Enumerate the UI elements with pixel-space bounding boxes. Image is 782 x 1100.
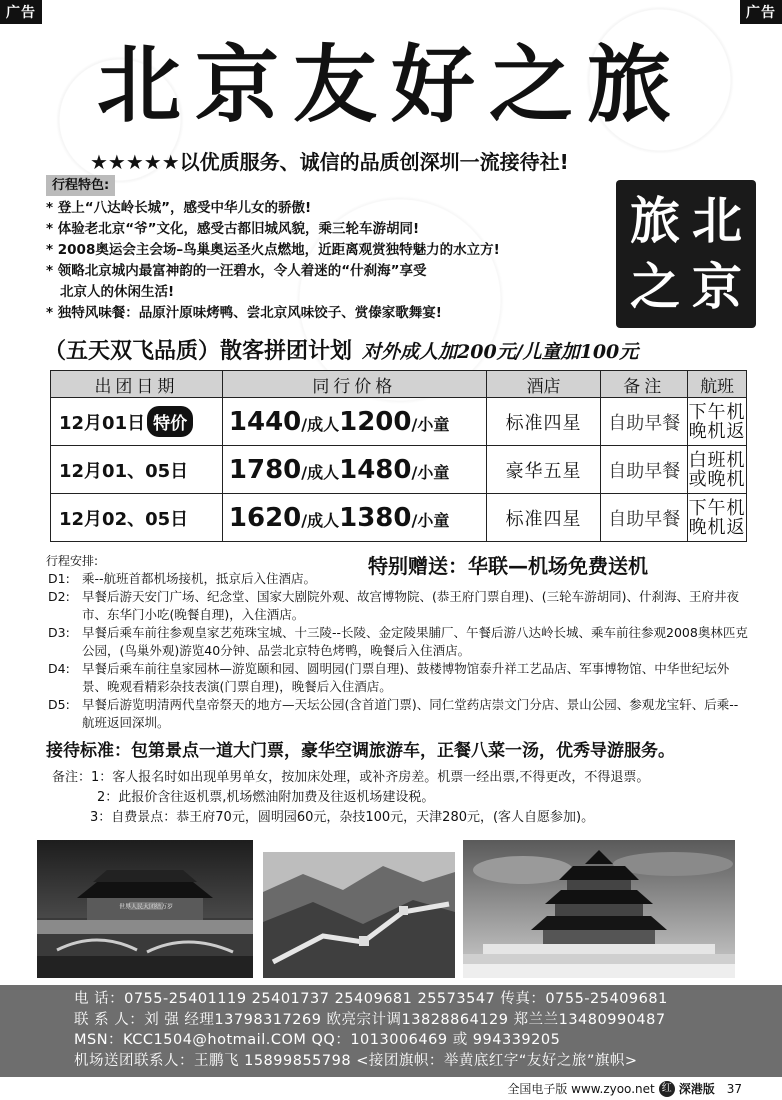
flight-cell: [688, 494, 747, 542]
departure-date: 12月01日: [59, 413, 146, 434]
flight-line: 白班机: [688, 449, 746, 471]
itinerary-day: [48, 624, 748, 660]
column-header: 备注: [601, 371, 688, 398]
day-text: 早餐后乘车前往参观皇家艺苑珠宝城、十三陵--长陵、金定陵果脯厂、午餐后游八达岭长城、乘车前往参观2008奥林匹克公园，(鸟巢外观)游览40分钟、品尝北京特色烤鸭，晚餐后入住酒店。: [82, 625, 748, 658]
day-text: 早餐后乘车前往皇家园林—游览颐和园、圆明园(门票自理)、鼓楼博物馆泰升祥工艺品店、军事博物馆、中华世纪坛外景、晚观看精彩杂技表演(门票自理)，晚餐后入住酒店。: [82, 661, 730, 694]
feature-item: 北京人的休闲生活!: [60, 284, 175, 300]
day-text: 早餐后游览明清两代皇帝祭天的地方—天坛公园(含首道门票)、同仁堂药店崇文门分店、景山公园、参观龙宝轩、后乘--航班返回深圳。: [82, 697, 739, 730]
edition-label: 深港版: [678, 1082, 715, 1096]
feature-item: * 体验老北京“爷”文化，感受古都旧城风貌，乘三轮车游胡同!: [46, 221, 420, 237]
slogan: ★★★★★以优质服务、诚信的品质创深圳一流接待社!: [90, 150, 569, 174]
price-table: [50, 370, 747, 542]
tiananmen-sign: 世界人民大团结万岁: [118, 903, 174, 911]
child-unit: /小童: [411, 414, 450, 434]
child-price: 1380: [339, 502, 412, 533]
schedule-label: 行程安排:: [46, 554, 99, 568]
flight-cell: [688, 446, 747, 494]
column-header: 出团日期: [51, 371, 223, 398]
flight-line: 晚机返: [688, 516, 746, 538]
departure-date-cell: [51, 398, 223, 446]
itinerary: [48, 570, 748, 732]
price-cell: [222, 398, 486, 446]
departure-date: 12月02、05日: [59, 508, 189, 530]
adult-price: 1780: [228, 454, 302, 485]
flight-line: 下午机: [688, 401, 746, 423]
contact-footer: [0, 985, 782, 1077]
flight-line: 晚机返: [688, 420, 746, 442]
adult-price: 1440: [228, 406, 302, 437]
departure-date: 12月01、05日: [59, 460, 189, 482]
seal-char: 京: [692, 257, 742, 316]
child-unit: /小童: [411, 462, 450, 482]
features-section: [46, 175, 626, 324]
service-standard: 接待标准：包第景点一道大门票，豪华空调旅游车，正餐八菜一汤，优秀导游服务。: [46, 741, 675, 761]
seal-char: 北: [692, 191, 742, 250]
hotel-cell: 豪华五星: [486, 446, 601, 494]
price-cell: [222, 446, 486, 494]
child-price: 1200: [339, 406, 412, 437]
great-wall-photo: [263, 852, 455, 978]
special-gift: 特别赠送：华联—机场免费送机: [368, 554, 648, 578]
seal-char: 旅: [630, 191, 680, 250]
flight-line: 下午机: [688, 497, 746, 519]
contact-persons: 联 系 人：刘 强 经理13798317269 欧亮宗计调13828864129 郑兰兰13480990487: [74, 1011, 666, 1028]
note-cell: 自助早餐: [601, 398, 688, 446]
contact-msn-qq: MSN：KCC1504@hotmail.COM QQ：1013006469 或 994339205: [74, 1032, 561, 1048]
hotel-cell: 标准四星: [486, 398, 601, 446]
remark-line: 2：此报价含往返机票,机场燃油附加费及往返机场建设税。: [97, 790, 435, 805]
departure-date-cell: [51, 446, 223, 494]
remark-line: 3：自费景点：恭王府70元，圆明园60元，杂技100元，天津280元，(客人自愿参加)。: [90, 810, 595, 825]
hotel-cell: 标准四星: [486, 494, 601, 542]
seal-char: 之: [630, 257, 680, 316]
itinerary-day: [48, 570, 748, 588]
day-label: D3:: [48, 625, 70, 640]
adult-unit: /成人: [301, 414, 340, 434]
remarks: [52, 768, 752, 828]
table-header-row: [51, 371, 747, 398]
page-number: 37: [726, 1081, 742, 1096]
flight-cell: [688, 398, 747, 446]
adult-unit: /成人: [301, 462, 340, 482]
child-price: 1480: [339, 454, 412, 485]
column-header: 酒店: [486, 371, 601, 398]
feature-item: * 登上“八达岭长城”，感受中华儿女的骄傲!: [46, 200, 312, 216]
flight-line: 或晚机: [688, 468, 746, 490]
day-text: 乘--航班首都机场接机，抵京后入住酒店。: [82, 571, 317, 586]
day-label: D5:: [48, 697, 70, 712]
table-row: [51, 446, 747, 494]
day-label: D4:: [48, 661, 70, 676]
special-price-badge: 特价: [147, 406, 193, 437]
seal-logo: [616, 180, 756, 328]
column-header: 同行价格: [222, 371, 486, 398]
plan-title: （五天双飞品质）散客拼团计划: [44, 339, 353, 364]
day-label: D1:: [48, 571, 70, 586]
feature-item: * 领略北京城内最富神韵的一汪碧水，令人着迷的“什刹海”享受: [46, 263, 427, 279]
ad-label-right: 广告: [740, 0, 782, 24]
feature-item: * 2008奥运会主会场–鸟巢奥运圣火点燃地，近距离观赏独特魅力的水立方!: [46, 242, 500, 258]
adult-price: 1620: [228, 502, 302, 533]
page-title: 北京友好之旅: [96, 35, 685, 134]
table-row: [51, 494, 747, 542]
features-label: 行程特色:: [46, 175, 115, 196]
contact-phone: 电 话：0755-25401119 25401737 25409681 25573547 传真：0755-25409681: [74, 991, 668, 1007]
price-cell: [222, 494, 486, 542]
feature-item: * 独特风味餐：品原汁原味烤鸭、尝北京风味饺子、赏傣家歌舞宴!: [46, 305, 442, 321]
note-cell: 自助早餐: [601, 494, 688, 542]
publication-logo-icon: 红: [659, 1081, 675, 1097]
tiananmen-photo: [37, 840, 253, 978]
plan-heading: [44, 334, 638, 365]
ad-label-left: 广告: [0, 0, 42, 24]
remark-line: 备注：1：客人报名时如出现单男单女，按加床处理，或补齐房差。机票一经出票,不得更改，不得退票。: [52, 770, 650, 785]
child-unit: /小童: [411, 510, 450, 530]
itinerary-day: [48, 588, 748, 624]
note-cell: 自助早餐: [601, 446, 688, 494]
airport-contact: 机场送团联系人：王鹏飞 15899855798 <接团旗帜：举黄底红字“友好之旅”旗帜>: [74, 1052, 638, 1069]
itinerary-day: [48, 660, 748, 696]
temple-of-heaven-photo: [463, 840, 735, 978]
day-label: D2:: [48, 589, 70, 604]
itinerary-day: [48, 696, 748, 732]
day-text: 早餐后游天安门广场、纪念堂、国家大剧院外观、故宫博物院、(恭王府门票自理)、(三轮车游胡同)、什刹海、王府井夜市、东华门小吃(晚餐自理)，入住酒店。: [82, 589, 740, 622]
site-label: 全国电子版 www.zyoo.net: [507, 1082, 655, 1096]
page-footer: [507, 1080, 742, 1097]
adult-unit: /成人: [301, 510, 340, 530]
column-header: 航班: [688, 371, 747, 398]
table-row: [51, 398, 747, 446]
departure-date-cell: [51, 494, 223, 542]
surcharge-note: 对外成人加200元/儿童加100元: [362, 341, 639, 363]
